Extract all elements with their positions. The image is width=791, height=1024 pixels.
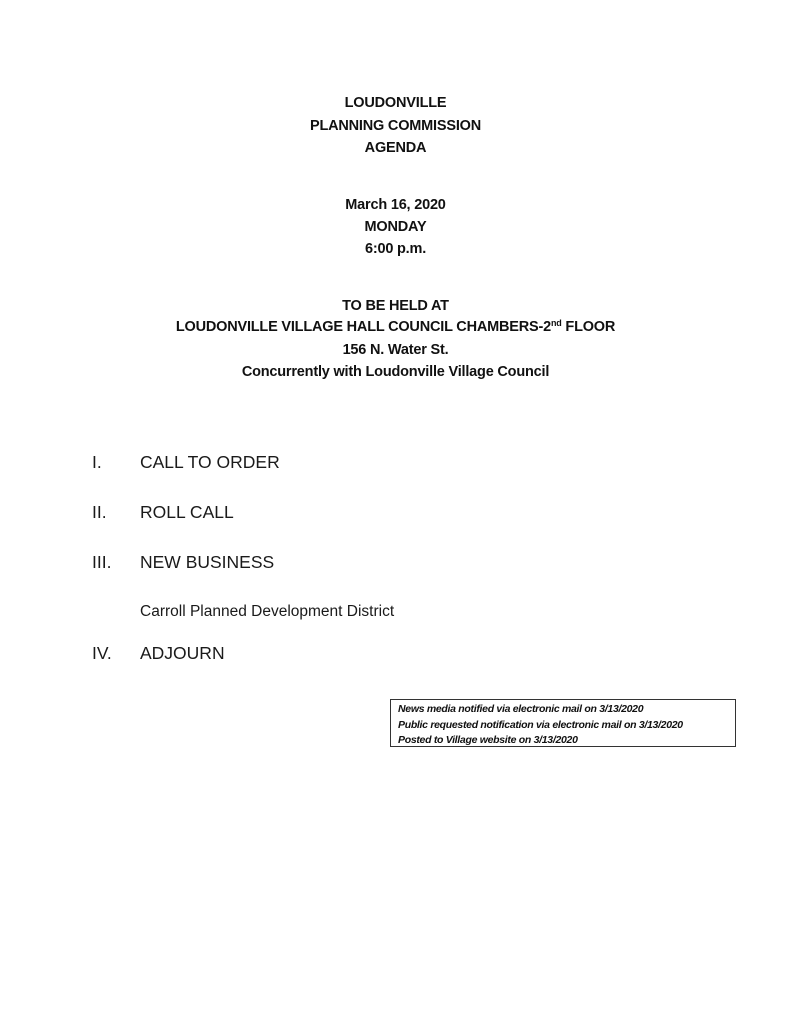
held-at-label: TO BE HELD AT <box>342 298 449 314</box>
commission-name: PLANNING COMMISSION <box>309 118 481 134</box>
meeting-time: 6:00 p.m. <box>364 241 427 257</box>
agenda-item-number: III. <box>92 552 112 572</box>
location-main: LOUDONVILLE VILLAGE HALL COUNCIL CHAMBERS-2 <box>175 319 551 335</box>
agenda-item-number: II. <box>92 502 107 522</box>
concurrent-note: Concurrently with Loudonville Village Council <box>241 364 550 380</box>
location-ordinal: nd <box>550 318 562 328</box>
agenda-item-label: CALL TO ORDER <box>140 452 280 472</box>
meeting-location <box>0 318 791 336</box>
agenda-item-number: I. <box>92 452 102 472</box>
notice-line-public: Public requested notification via electronic mail on 3/13/2020 <box>398 718 683 731</box>
notification-notice-box <box>390 699 736 747</box>
agenda-item-label: ROLL CALL <box>140 502 234 522</box>
agenda-sub-item: Carroll Planned Development District <box>140 603 395 620</box>
location-floor: FLOOR <box>561 319 616 335</box>
document-title: AGENDA <box>364 140 427 156</box>
meeting-address: 156 N. Water St. <box>342 342 449 358</box>
meeting-date: March 16, 2020 <box>345 197 446 213</box>
org-name: LOUDONVILLE <box>344 95 447 111</box>
meeting-weekday: MONDAY <box>364 219 427 235</box>
agenda-item-label: NEW BUSINESS <box>140 552 275 572</box>
notice-line-media: News media notified via electronic mail on 3/13/2020 <box>398 703 644 715</box>
agenda-item-label: ADJOURN <box>140 643 225 663</box>
agenda-item-number: IV. <box>92 643 112 663</box>
notice-line-website: Posted to Village website on 3/13/2020 <box>398 734 578 746</box>
